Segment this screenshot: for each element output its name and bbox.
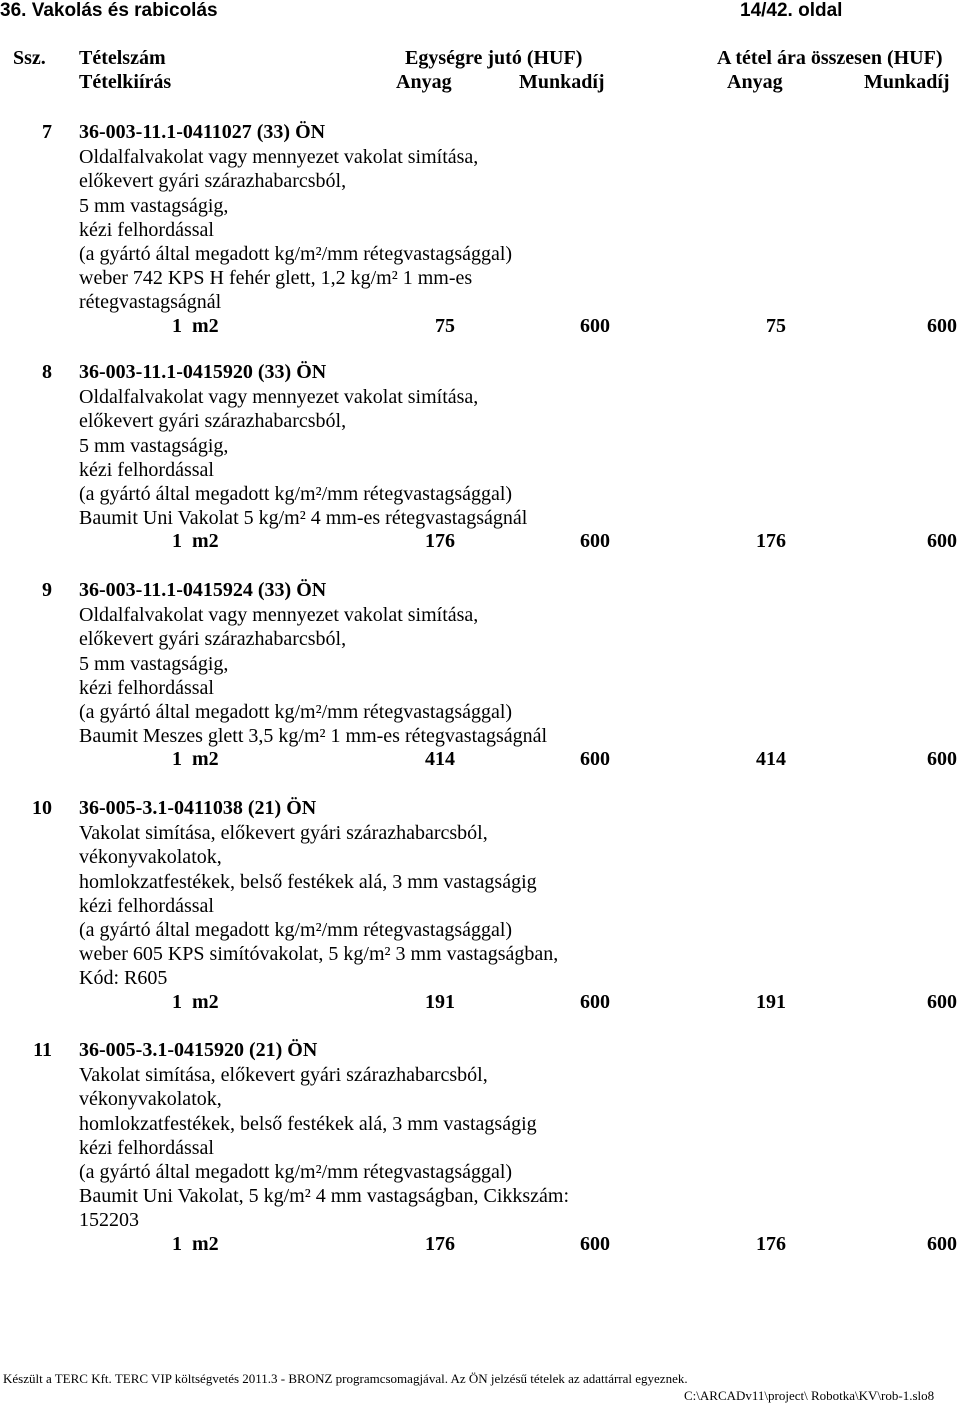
page-number: 14/42. oldal <box>740 0 843 21</box>
column-total-price: A tétel ára összesen (HUF) <box>717 47 943 69</box>
footer-path: C:\ARCADv11\project\ Robotka\KV\rob-1.slo8 <box>684 1388 935 1403</box>
item-unit: m2 <box>192 314 219 337</box>
item-code: 36-005-3.1-0411038 (21) ÖN <box>79 797 317 819</box>
description-line: kézi felhordással <box>79 894 214 917</box>
page-title: 36. Vakolás és rabicolás <box>0 0 218 21</box>
description-line: kézi felhordással <box>79 458 214 481</box>
item-quantity: 1 <box>172 990 182 1013</box>
description-line: előkevert gyári szárazhabarcsból, <box>79 628 347 651</box>
item-number: 7 <box>42 121 52 143</box>
description-line: (a gyártó által megadott kg/m²/mm rétegvastagsággal) <box>79 483 513 505</box>
total-price-anyag: 176 <box>756 530 786 553</box>
description-line: kézi felhordással <box>79 218 214 241</box>
unit-price-anyag: 75 <box>435 314 455 337</box>
total-price-anyag: 414 <box>756 748 786 771</box>
column-tetelkiiras: Tételkiírás <box>79 71 172 93</box>
description-line: Vakolat simítása, előkevert gyári szárazhabarcsból, <box>79 822 488 845</box>
total-price-anyag: 75 <box>766 314 786 337</box>
description-line: (a gyártó által megadott kg/m²/mm rétegvastagsággal) <box>79 919 513 941</box>
column-anyag-unit: Anyag <box>396 71 452 93</box>
description-line: Oldalfalvakolat vagy mennyezet vakolat simítása, <box>79 386 479 409</box>
description-line: 5 mm vastagságig, <box>79 652 229 675</box>
unit-price-munkadij: 600 <box>580 990 610 1013</box>
description-line: Baumit Uni Vakolat, 5 kg/m² 4 mm vastagságban, Cikkszám: <box>79 1185 570 1208</box>
unit-price-munkadij: 600 <box>580 530 610 553</box>
item-code: 36-003-11.1-0415924 (33) ÖN <box>79 579 327 601</box>
description-line: weber 605 KPS simítóvakolat, 5 kg/m² 3 mm vastagságban, <box>79 943 559 966</box>
description-line: Vakolat simítása, előkevert gyári szárazhabarcsból, <box>79 1064 488 1087</box>
unit-price-munkadij: 600 <box>580 314 610 337</box>
description-line: (a gyártó által megadott kg/m²/mm rétegvastagsággal) <box>79 243 513 265</box>
unit-price-anyag: 176 <box>425 530 455 553</box>
item-unit: m2 <box>192 748 219 771</box>
description-line: Kód: R605 <box>79 967 168 990</box>
total-price-munkadij: 600 <box>927 314 957 337</box>
item-number: 8 <box>42 361 52 383</box>
total-price-munkadij: 600 <box>927 530 957 553</box>
item-code: 36-003-11.1-0415920 (33) ÖN <box>79 361 327 383</box>
item-number: 11 <box>33 1039 52 1061</box>
description-line: Oldalfalvakolat vagy mennyezet vakolat simítása, <box>79 604 479 627</box>
footer-note: Készült a TERC Kft. TERC VIP költségvetés 2011.3 - BRONZ programcsomagjával. Az ÖN jelzésű tételek az adattárral egyeznek. <box>3 1371 688 1386</box>
description-line: (a gyártó által megadott kg/m²/mm rétegvastagsággal) <box>79 1161 513 1183</box>
item-unit: m2 <box>192 1232 219 1255</box>
total-price-anyag: 176 <box>756 1232 786 1255</box>
item-quantity: 1 <box>172 1232 182 1255</box>
item-number: 10 <box>32 797 52 819</box>
total-price-munkadij: 600 <box>927 748 957 771</box>
item-quantity: 1 <box>172 314 182 337</box>
description-line: rétegvastagságnál <box>79 291 222 314</box>
description-line: weber 742 KPS H fehér glett, 1,2 kg/m² 1 mm-es <box>79 267 473 290</box>
total-price-munkadij: 600 <box>927 1232 957 1255</box>
item-description <box>79 145 512 314</box>
description-line: előkevert gyári szárazhabarcsból, <box>79 170 347 193</box>
description-line: (a gyártó által megadott kg/m²/mm rétegvastagsággal) <box>79 701 513 723</box>
item-quantity: 1 <box>172 748 182 771</box>
description-line: Baumit Uni Vakolat 5 kg/m² 4 mm-es rétegvastagságnál <box>79 507 528 530</box>
description-line: Baumit Meszes glett 3,5 kg/m² 1 mm-es rétegvastagságnál <box>79 725 548 748</box>
column-unit-price: Egységre jutó (HUF) <box>405 47 583 69</box>
item-code: 36-003-11.1-0411027 (33) ÖN <box>79 121 326 143</box>
description-line: 5 mm vastagságig, <box>79 434 229 457</box>
description-line: kézi felhordással <box>79 1136 214 1159</box>
unit-price-anyag: 191 <box>425 990 455 1013</box>
item-unit: m2 <box>192 530 219 553</box>
item-description <box>79 385 527 530</box>
description-line: Oldalfalvakolat vagy mennyezet vakolat simítása, <box>79 146 479 169</box>
item-description <box>79 603 547 748</box>
item-code: 36-005-3.1-0415920 (21) ÖN <box>79 1039 318 1061</box>
description-line: vékonyvakolatok, <box>79 846 222 869</box>
column-munkadij-total: Munkadíj <box>864 71 950 93</box>
column-tetelszam: Tételszám <box>79 47 166 69</box>
total-price-anyag: 191 <box>756 990 786 1013</box>
column-anyag-total: Anyag <box>727 71 783 93</box>
item-description <box>79 1063 569 1232</box>
item-description <box>79 821 558 990</box>
item-number: 9 <box>42 579 52 601</box>
description-line: vékonyvakolatok, <box>79 1088 222 1111</box>
unit-price-anyag: 414 <box>425 748 455 771</box>
unit-price-munkadij: 600 <box>580 748 610 771</box>
column-ssz: Ssz. <box>13 47 46 69</box>
item-unit: m2 <box>192 990 219 1013</box>
column-munkadij-unit: Munkadíj <box>519 71 605 93</box>
description-line: 5 mm vastagságig, <box>79 194 229 217</box>
unit-price-anyag: 176 <box>425 1232 455 1255</box>
item-quantity: 1 <box>172 530 182 553</box>
description-line: homlokzatfestékek, belső festékek alá, 3 mm vastagságig <box>79 870 537 893</box>
description-line: 152203 <box>79 1209 139 1232</box>
description-line: homlokzatfestékek, belső festékek alá, 3 mm vastagságig <box>79 1112 537 1135</box>
unit-price-munkadij: 600 <box>580 1232 610 1255</box>
total-price-munkadij: 600 <box>927 990 957 1013</box>
description-line: kézi felhordással <box>79 676 214 699</box>
description-line: előkevert gyári szárazhabarcsból, <box>79 410 347 433</box>
